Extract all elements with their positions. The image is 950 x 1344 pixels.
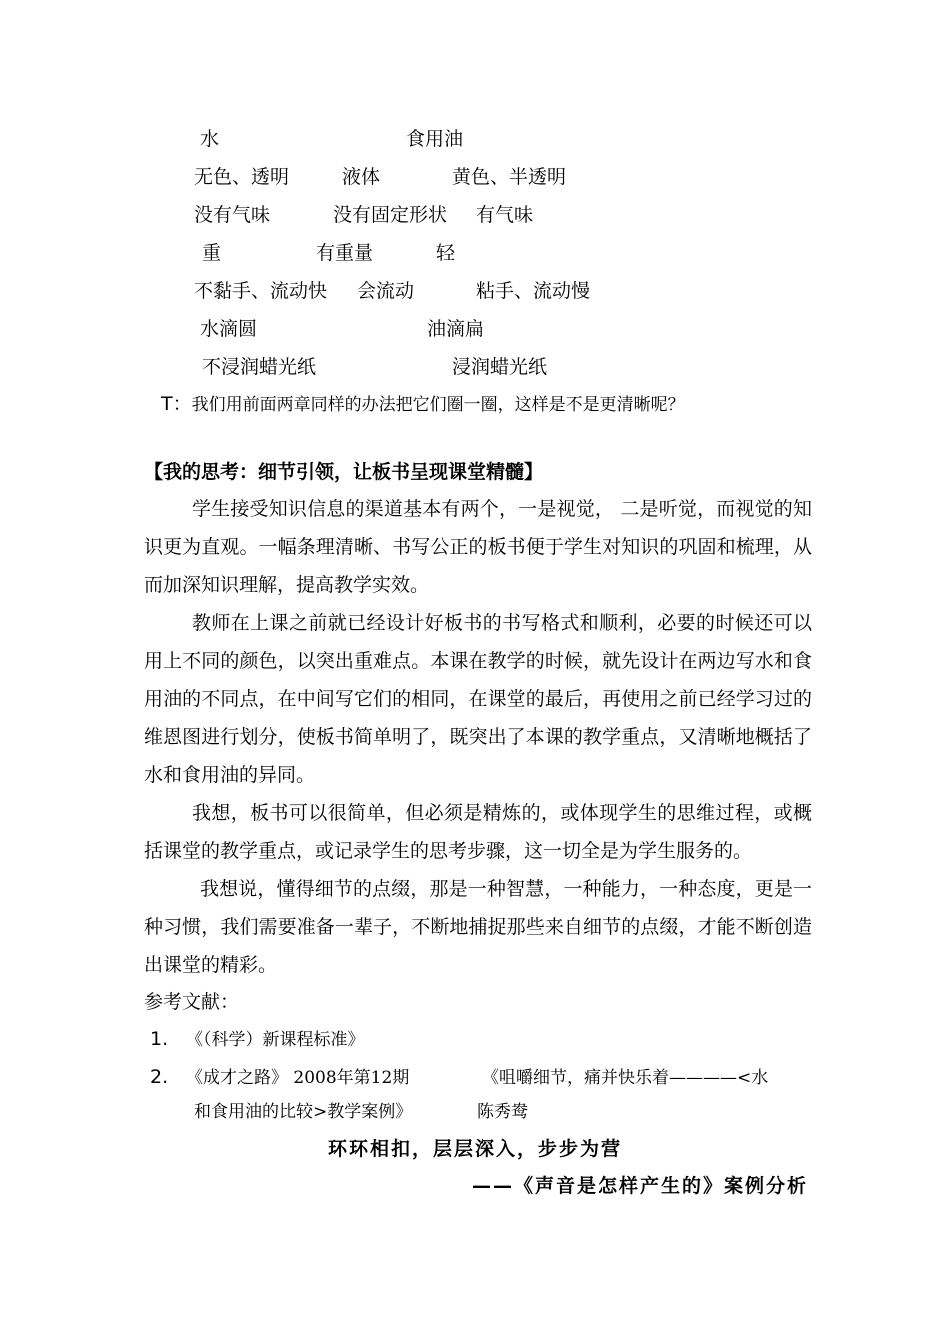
references-label: 参考文献： [144, 991, 240, 1013]
reference-text: 《成才之路》 2008年第12期 [186, 1068, 410, 1088]
reference-text: 《（科学）新课程标准》 [186, 1030, 365, 1050]
common-property: 没有固定形状 [333, 204, 448, 226]
water-header: 水 [200, 128, 220, 150]
water-property: 没有气味 [194, 204, 271, 226]
water-property: 重 [202, 242, 222, 264]
teacher-label: T： [161, 393, 192, 415]
oil-property: 黄色、半透明 [452, 166, 567, 188]
teacher-line [161, 392, 685, 417]
oil-property: 粘手、流动慢 [476, 280, 591, 302]
reflection-paragraph: 我想说，懂得细节的点缀，那是一种智慧，一种能力，一种态度，更是一种习惯，我们需要准备一辈子，不断地捕捉那些来自细节的点缀，才能不断创造出课堂的精彩。 [144, 878, 812, 976]
reflection-body [144, 490, 812, 984]
water-property: 水滴圆 [200, 318, 258, 340]
reflection-paragraph: 我想，板书可以很简单，但必须是精炼的，或体现学生的思维过程，或概括课堂的教学重点，或记录学生的思考步骤，这一切全是为学生服务的。 [144, 802, 812, 862]
reference-author: 陈秀鸯 [477, 1102, 528, 1122]
common-property: 有重量 [316, 242, 374, 264]
reference-number: 1. [150, 1028, 169, 1050]
teacher-text: 我们用前面两章同样的办法把它们圈一圈，这样是不是更清晰呢？ [191, 395, 685, 415]
water-property: 不浸润蜡光纸 [202, 356, 317, 378]
reference-text: 和食用油的比较>教学案例》 [194, 1102, 413, 1122]
article-subtitle: ——《声音是怎样产生的》案例分析 [471, 1175, 808, 1197]
reflection-heading: 【我的思考：细节引领，让板书呈现课堂精髓】 [144, 461, 544, 483]
reflection-paragraph: 教师在上课之前就已经设计好板书的书写格式和顺利，必要的时候还可以用上不同的颜色，以突出重难点。本课在教学的时候，就先设计在两边写水和食用油的不同点，在中间写它们的相同，在课堂的最后，再使用之前已经学习过的维恩图进行划分，使板书简单明了，既突出了本课的教学重点，又清晰地概括了水和食用油的异同。 [144, 612, 812, 786]
common-property: 会流动 [357, 280, 415, 302]
reference-text: 《咀嚼细节，痛并快乐着————<水 [482, 1068, 769, 1088]
common-property: 液体 [342, 166, 381, 188]
reflection-paragraph: 学生接受知识信息的渠道基本有两个，一是视觉， 二是听觉，而视觉的知识更为直观。一幅条理清晰、书写公正的板书便于学生对知识的巩固和梳理，从而加深知识理解，提高教学实效。 [144, 498, 812, 596]
reference-number: 2. [150, 1066, 169, 1088]
water-property: 无色、透明 [194, 166, 290, 188]
water-property: 不黏手、流动快 [194, 280, 328, 302]
oil-property: 轻 [436, 242, 456, 264]
article-title: 环环相扣，层层深入，步步为营 [327, 1138, 622, 1160]
oil-property: 有气味 [476, 204, 534, 226]
oil-header: 食用油 [406, 128, 464, 150]
oil-property: 油滴扁 [427, 318, 485, 340]
oil-property: 浸润蜡光纸 [452, 356, 548, 378]
